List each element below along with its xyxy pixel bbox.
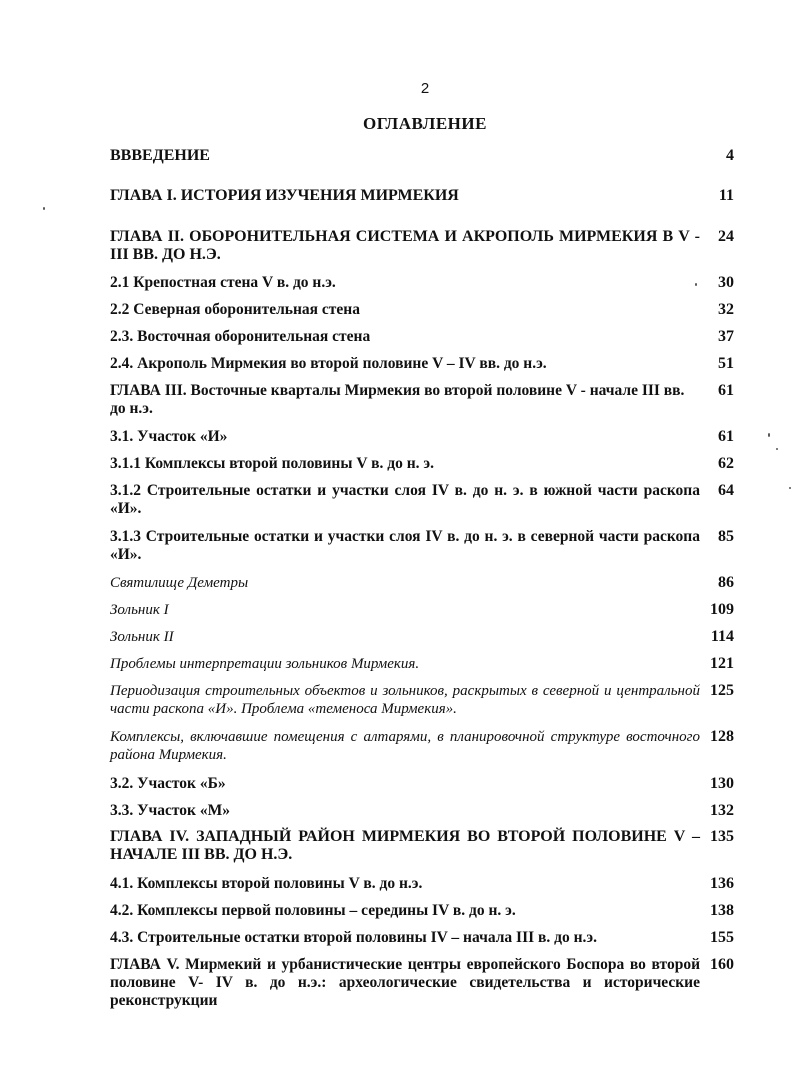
toc-entry-text: 4.1. Комплексы второй половины V в. до н.э. [110,875,423,892]
toc-entry-text: 3.1.1 Комплексы второй половины V в. до н. э. [110,455,434,472]
scan-speck [43,207,45,210]
toc-entry-page: 130 [710,775,734,792]
toc-entry-ash-pit-2 [110,628,750,646]
toc-entry-chapter-3 [110,382,750,418]
toc-entry-3-3 [110,802,750,820]
toc-entry-page: 132 [710,802,734,819]
toc-entry-page: 155 [710,929,734,946]
toc-entry-page: 61 [718,382,734,399]
toc-entry-text: Святилище Деметры [110,575,249,591]
toc-entry-chapter-5 [110,956,750,1010]
toc-entry-ash-pit-problems [110,655,750,673]
toc-entry-chapter-4 [110,828,750,864]
toc-entry-text: 3.3. Участок «М» [110,802,230,819]
toc-title: ОГЛАВЛЕНИЕ [363,114,487,133]
toc-entry-text: ГЛАВА II. ОБОРОНИТЕЛЬНАЯ СИСТЕМА И АКРОПОЛЬ МИРМЕКИЯ В V - III ВВ. ДО Н.Э. [110,228,700,263]
page-number: 2 [420,80,430,97]
toc-entry-text: 2.4. Акрополь Мирмекия во второй половине V – IV вв. до н.э. [110,355,547,372]
toc-entry-page: 30 [718,274,734,291]
toc-entry-page: 109 [710,601,734,618]
toc-entry-page: 32 [718,301,734,318]
toc-entry-text: Периодизация строительных объектов и зольников, раскрытых в северной и центральной части раскопа «И». Проблема «теменоса Мирмекия». [110,683,700,717]
toc-entry-2-3 [110,328,750,346]
toc-entry-page: 64 [718,482,734,499]
toc-entry-page: 11 [718,187,734,204]
toc-entry-text: ГЛАВА I. ИСТОРИЯ ИЗУЧЕНИЯ МИРМЕКИЯ [110,187,459,204]
toc-entry-chapter-2 [110,228,750,264]
toc-entry-page: 128 [710,728,734,745]
toc-entry-text: Проблемы интерпретации зольников Мирмекия. [110,656,420,672]
toc-entry-2-4 [110,355,750,373]
toc-entry-page: 86 [718,574,734,591]
toc-entry-introduction [110,147,750,165]
toc-entry-page: 136 [710,875,734,892]
toc-entry-text: 3.2. Участок «Б» [110,775,226,792]
toc-entry-page: 4 [726,147,734,164]
toc-entry-text: Зольник I [110,602,169,618]
toc-entry-page: 61 [718,428,734,445]
toc-entry-page: 125 [710,682,734,699]
toc-entry-page: 37 [718,328,734,345]
toc-entry-ash-pit-1 [110,601,750,619]
scan-speck [768,433,770,437]
toc-entry-text: ГЛАВА V. Мирмекий и урбанистические центры европейского Боспора во второй половине V- IV в. до н.э.: археологические свидетельства и исторические реконструкции [110,956,700,1009]
scan-speck [789,487,791,489]
toc-entry-text: 3.1.2 Строительные остатки и участки слоя IV в. до н. э. в южной части раскопа «И». [110,482,700,517]
toc-entry-3-1-3 [110,528,750,564]
toc-entry-text: 4.2. Комплексы первой половины – середины IV в. до н. э. [110,902,516,919]
toc-entry-text: 3.1. Участок «И» [110,428,228,445]
toc-entry-page: 62 [718,455,734,472]
toc-entry-text: ГЛАВА III. Восточные кварталы Мирмекия во второй половине V - начале III вв. до н.э. [110,382,685,417]
toc-entry-page: 114 [710,628,734,645]
toc-entry-3-2 [110,775,750,793]
toc-entry-altar-complexes [110,728,750,764]
toc-entry-text: 3.1.3 Строительные остатки и участки слоя IV в. до н. э. в северной части раскопа «И». [110,528,700,563]
toc-entry-3-1-2 [110,482,750,518]
scan-speck [776,448,778,450]
toc-entry-periodization [110,682,750,718]
toc-entry-4-1 [110,875,750,893]
toc-entry-sanctuary [110,574,750,592]
toc-entry-page: 51 [718,355,734,372]
toc-entry-4-3 [110,929,750,947]
toc-entry-2-1 [110,274,750,292]
toc-entry-page: 85 [718,528,734,545]
toc-entry-text: Комплексы, включавшие помещения с алтарями, в планировочной структуре восточного района Мирмекия. [110,729,700,763]
toc-entry-text: ВВВЕДЕНИЕ [110,147,210,164]
toc-entry-4-2 [110,902,750,920]
toc-entry-text: ГЛАВА IV. ЗАПАДНЫЙ РАЙОН МИРМЕКИЯ ВО ВТОРОЙ ПОЛОВИНЕ V – НАЧАЛЕ III ВВ. ДО Н.Э. [110,828,700,863]
toc-entry-2-2 [110,301,750,319]
toc-entry-text: Зольник II [110,629,174,645]
toc-entry-page: 138 [710,902,734,919]
toc-entry-page: 160 [710,956,734,973]
toc-entry-chapter-1 [110,187,750,205]
toc-entry-3-1 [110,428,750,446]
scan-speck [695,283,697,286]
toc-entry-text: 2.1 Крепостная стена V в. до н.э. [110,274,336,291]
toc-entry-text: 4.3. Строительные остатки второй половины IV – начала III в. до н.э. [110,929,597,946]
toc-entry-3-1-1 [110,455,750,473]
toc-entry-page: 121 [710,655,734,672]
toc-entry-page: 24 [718,228,734,245]
toc-entry-text: 2.2 Северная оборонительная стена [110,301,360,318]
toc-entry-page: 135 [710,828,734,845]
toc-entry-text: 2.3. Восточная оборонительная стена [110,328,371,345]
